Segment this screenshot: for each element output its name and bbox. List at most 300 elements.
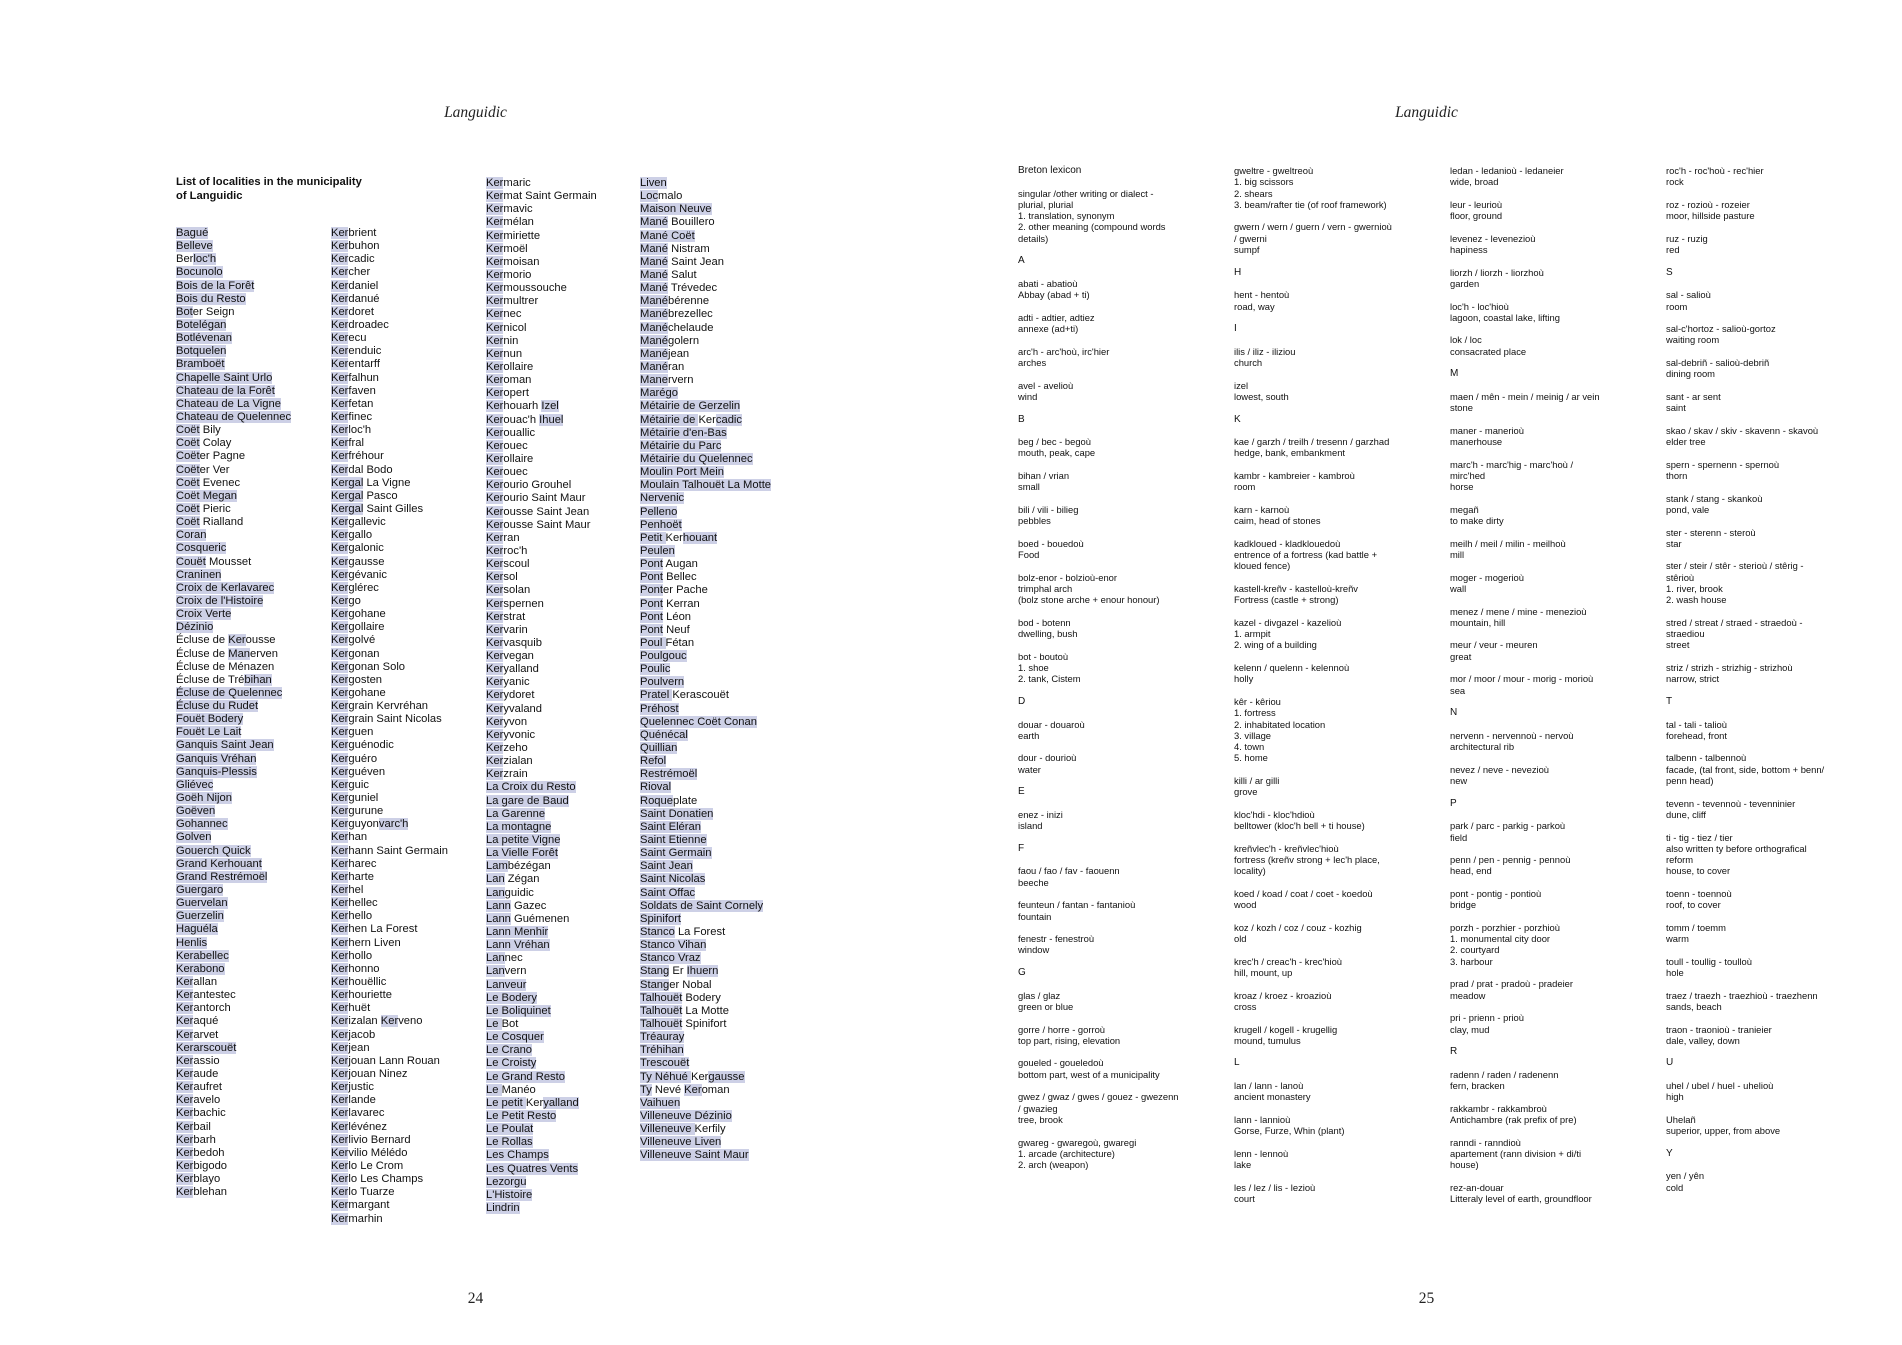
locality-name [331,1186,448,1199]
highlighted-root: Coët [176,424,200,437]
entry-line: court [1234,1193,1255,1205]
locality-name [331,385,448,398]
name-part: fetan [348,397,374,410]
locality-column-1 [176,227,291,1199]
locality-name [176,424,291,437]
entry-line: hedge, bank, embankment [1234,447,1346,459]
name-part: enduic [348,345,382,358]
section-letter: D [1018,695,1026,707]
locality-name [486,1149,597,1162]
name-part: finec [348,410,373,423]
locality-name [176,766,291,779]
locality-name [640,387,771,400]
name-part: Manéo [501,1083,536,1096]
name-part: ourio Saint Maur [503,492,586,505]
highlighted-root: Bocunolo [176,266,223,279]
entry-line: ti - tig - tiez / tier [1666,831,1733,843]
entry-line: details) [1018,232,1049,244]
locality-name [331,818,448,831]
highlighted-root: Ker [486,650,504,663]
locality-name [176,700,291,713]
entry-line: liorzh / liorzh - liorzhoù [1450,266,1544,278]
highlighted-root: Ker [486,663,504,676]
name-part: Augan [663,558,698,571]
highlighted-root: Ker [486,584,504,597]
name-part: yvaland [503,702,542,715]
locality-name [640,821,771,834]
highlighted-root: Ker [486,558,504,571]
locality-name [640,729,771,742]
locality-name [331,976,448,989]
entry-line: marc'h - marc'hig - marc'hoù / [1450,458,1574,470]
locality-name [331,1029,448,1042]
locality-name [640,1018,771,1031]
highlighted-root: Ker [331,1028,349,1041]
name-part: nicol [503,321,527,334]
entry-line: radenn / raden / radenenn [1450,1068,1559,1080]
entry-line: karn - karnoù [1234,503,1290,515]
name-part: Bouillero [668,216,715,229]
locality-name [486,216,597,229]
entry-line: beeche [1018,876,1049,888]
name-part: moussouche [503,282,567,295]
highlighted-root: Le Rollas [486,1136,533,1149]
highlighted-root: Kergal [331,476,364,489]
highlighted-root: Ker [331,253,349,266]
highlighted-root: La Vielle Forêt [486,847,558,860]
entry-line: boed - bouedoù [1018,537,1084,549]
lexicon-entry [1666,922,1866,945]
highlighted-root: Ker [331,752,349,765]
name-part: scoul [503,558,530,571]
right-page [951,0,1902,1345]
locality-name [486,716,597,729]
highlighted-root: Ker [331,529,349,542]
locality-name [640,663,771,676]
entry-line: lok / loc [1450,334,1482,346]
entry-line: traon - traonioù - tranieier [1666,1023,1772,1035]
highlighted-root: Lam [486,860,508,873]
entry-line: warm [1666,933,1689,945]
name-part: Écluse de Ménazen [176,660,275,673]
entry-line: 1. armpit [1234,628,1271,640]
entry-line: lagoon, coastal lake, lifting [1450,311,1560,323]
highlighted-root: Lezorgu [486,1175,527,1188]
entry-line: architectural rib [1450,741,1515,753]
locality-name [486,1176,597,1189]
locality-name [176,792,291,805]
locality-name [331,253,448,266]
locality-name [331,477,448,490]
name-part: yanic [503,676,530,689]
name-part: Saint Jean [668,255,724,268]
name-part: gohane [348,686,386,699]
entry-line: tal - tali - talioù [1666,718,1727,730]
lexicon-entry [1018,346,1218,369]
entry-line: wood [1234,899,1257,911]
highlighted-root: Ker [331,437,349,450]
locality-name [331,411,448,424]
name-part: guéven [348,765,386,778]
name-part: houëllic [348,976,387,989]
highlighted-root: Ker [331,897,349,910]
entry-line: apartement (rann division + di/ti [1450,1147,1582,1159]
name-part: golern [668,334,700,347]
highlighted-root: Le petit [486,1096,526,1109]
locality-name [640,992,771,1005]
locality-name [176,582,291,595]
highlighted-root: Ker [331,792,349,805]
locality-name [331,1160,448,1173]
highlighted-root: Ker [331,450,349,463]
lexicon-entry [1666,798,1866,821]
highlighted-root: Ker [331,949,349,962]
entry-line: hent - hentoù [1234,289,1290,301]
highlighted-root: Ker [176,989,194,1002]
highlighted-root: Ker [331,1015,349,1028]
name-part: honno [348,962,380,975]
entry-line: douar - douaroù [1018,718,1085,730]
highlighted-root: Mané [640,308,668,321]
highlighted-root: Ihuern [686,965,719,978]
entry-line: trimphal arch [1018,582,1073,594]
entry-line: koed / koad / coat / coet - koedoù [1234,888,1373,899]
locality-name [486,1136,597,1149]
highlighted-root: Ker [331,621,349,634]
locality-name [640,348,771,361]
highlighted-root: Coët Megan [176,489,237,502]
locality-name [331,293,448,306]
section-letter: R [1450,1046,1458,1058]
highlighted-root: Villeneuve [640,1123,695,1136]
name-part: Trévedec [668,282,718,295]
entry-line: stank / stang - skankoù [1666,492,1763,504]
highlighted-root: Saint Jean [640,860,693,873]
entry-line: roz - rozioù - rozeier [1666,198,1750,210]
locality-name [486,466,597,479]
name-part: ecu [348,332,367,345]
entry-line: pri - prienn - prioù [1450,1012,1524,1024]
locality-name [331,648,448,661]
entry-line: forehead, front [1666,729,1727,741]
name-part: La Vigne [363,476,411,489]
locality-name [331,937,448,950]
entry-line: rock [1666,176,1684,188]
name-part: guidic [504,886,534,899]
name-part: han [348,831,368,844]
highlighted-root: Ker [486,282,504,295]
entry-line: house) [1450,1159,1479,1171]
highlighted-root: Ker [331,936,349,949]
highlighted-root: Les Quatres Vents [486,1162,579,1175]
highlighted-root: Ker [486,492,504,505]
highlighted-root: Mane [640,374,668,387]
lexicon-entry [1450,233,1650,256]
name-part: galonic [348,542,384,555]
highlighted-root: Ker [486,426,504,439]
locality-name [331,424,448,437]
section-letter: B [1018,413,1025,425]
lexicon-entry [1450,1012,1650,1035]
highlighted-root: Coran [176,529,207,542]
locality-name [176,648,291,661]
name-part: moisan [503,255,540,268]
highlighted-root: Coët [176,463,200,476]
highlighted-root: Ker [486,466,504,479]
entry-line: les / lez / lis - lezioù [1234,1181,1316,1193]
highlighted-root: Ker [331,463,349,476]
entry-line: penn / pen - pennig - pennoù [1450,854,1571,866]
highlighted-root: Ker [486,216,504,229]
locality-name [331,753,448,766]
locality-name [486,532,597,545]
highlighted-root: Lann [486,912,511,925]
section-letter: M [1450,368,1459,380]
name-part: bérenne [668,295,710,308]
lexicon-entry [1450,820,1650,843]
entry-line: toenn - toennoù [1666,888,1732,899]
locality-name [331,556,448,569]
lexicon-entry [1666,956,1866,979]
highlighted-root: Chateau de La Vigne [176,397,281,410]
entry-line: nervenn - nervennoù - nervoù [1450,729,1574,741]
lexicon-entry [1018,538,1218,561]
entry-line: Gorse, Furze, Whin (plant) [1234,1125,1345,1137]
entry-line: maner - manerioù [1450,424,1524,436]
lexicon-entry [1018,278,1218,301]
locality-name [486,361,597,374]
locality-name [331,398,448,411]
locality-name [486,1110,597,1123]
name-part: blayo [193,1173,221,1186]
name-part: oman [701,1083,730,1096]
highlighted-root: Ker [486,452,504,465]
name-part: guen [348,726,374,739]
locality-name [640,558,771,571]
name-part: moël [503,242,528,255]
entry-line: ruz - ruzig [1666,232,1708,244]
section-letter: Y [1666,1147,1673,1159]
locality-name [486,1018,597,1031]
highlighted-root: Ker [486,610,504,623]
entry-line: 2. wing of a building [1234,639,1317,651]
locality-name [331,1015,448,1028]
lexicon-column-1 [1018,165,1218,1182]
locality-name [176,358,291,371]
entry-line: rakkambr - rakkambroù [1450,1102,1547,1114]
locality-name [640,781,771,794]
entry-line: kazel - divgazel - kazelioù [1234,616,1342,628]
highlighted-root: Bois de la Forêt [176,279,255,292]
lexicon-entry [1666,752,1866,786]
locality-name [640,203,771,216]
lexicon-title: Breton lexicon [1018,165,1082,176]
entry-line: gwez / gwaz / gwes / gouez - gwezenn [1018,1091,1179,1103]
lexicon-entry [1018,651,1218,685]
locality-name [640,519,771,532]
lexicon-entry [1666,1170,1866,1193]
locality-name [176,661,291,674]
entry-line: stone [1450,402,1473,414]
locality-name [176,884,291,897]
locality-name [176,1134,291,1147]
locality-name [176,385,291,398]
locality-name [176,674,291,687]
lexicon-entry [1018,933,1218,956]
highlighted-root: Ker [331,608,349,621]
entry-line: sal - salioù [1666,289,1711,301]
highlighted-root: Ker [331,700,349,713]
locality-name [486,282,597,295]
name-part: Bodery [682,991,721,1004]
section-letter: S [1666,266,1673,278]
highlighted-root: Coët [176,437,200,450]
locality-name [486,1084,597,1097]
entry-line: Food [1018,549,1040,561]
name-part: yvonic [503,728,536,741]
name-part: ouec [503,439,528,452]
entry-line: hole [1666,967,1684,979]
entry-line: straediou [1666,628,1705,640]
highlighted-root: Ker [331,818,349,831]
entry-line: 5. home [1234,752,1268,764]
entry-line: menez / mene / mine - menezioù [1450,605,1587,617]
name-part: gonan [348,647,380,660]
entry-line: head, end [1450,865,1492,877]
entry-line: great [1450,650,1472,662]
locality-name [176,319,291,332]
entry-line: locality) [1234,865,1266,877]
name-part: golvé [348,634,376,647]
locality-name [331,1068,448,1081]
name-part: Ker [691,1070,709,1083]
highlighted-root: Ker [331,844,349,857]
locality-name [176,805,291,818]
entry-line: glas / glaz [1018,989,1061,1001]
locality-name [486,992,597,1005]
highlighted-root: Petit [640,531,666,544]
name-part: zialan [503,755,533,768]
locality-name [640,230,771,243]
locality-name [640,847,771,860]
highlighted-root: Ker [331,305,349,318]
lexicon-entry [1234,775,1434,798]
page-number: 24 [467,1290,484,1307]
entry-line: saint [1666,402,1686,414]
highlighted-root: Fouët Le Lait [176,726,242,739]
name-part: entarff [348,358,380,371]
highlighted-root: Le Grand Resto [486,1070,565,1083]
highlighted-root: Goëven [176,805,216,818]
highlighted-root: Soldats de Saint Cornely [640,899,764,912]
highlighted-root: Stang [640,965,670,978]
name-part: hann Saint Germain [348,844,448,857]
highlighted-root: Ker [331,516,349,529]
entry-line: spern - spernenn - spernoù [1666,458,1780,470]
name-part: faven [348,384,376,397]
name-part: mavic [503,203,533,216]
highlighted-root: Pont [640,610,664,623]
locality-name [331,713,448,726]
highlighted-root: Ker [331,1081,349,1094]
entry-line: 1. shoe [1018,662,1049,674]
highlighted-root: Saint Donatien [640,807,714,820]
name-part: ousse [245,634,276,647]
lexicon-entry [1018,1137,1218,1171]
lexicon-entry [1666,425,1866,448]
entry-line: green or blue [1018,1000,1074,1012]
name-part: oman [503,374,532,387]
lexicon-entry [1666,1080,1866,1103]
locality-name [331,1002,448,1015]
entry-line: kadkloued - kladklouedoù [1234,537,1341,549]
highlighted-root: Ker [486,308,504,321]
highlighted-root: Ker [486,571,504,584]
locality-name [176,227,291,240]
highlighted-root: Pont [640,584,664,597]
name-part: livio Bernard [348,1133,411,1146]
locality-name [331,1199,448,1212]
name-part: avelo [193,1094,221,1107]
name-part: grain Kervréhan [348,700,429,713]
locality-name [486,847,597,860]
name-part: guéro [348,752,378,765]
highlighted-root: Quénécal [640,728,688,741]
entry-line: (bolz stone arche + enour honour) [1018,594,1160,606]
entry-line: fenestr - fenestroù [1018,933,1095,945]
highlighted-root: Ker [331,713,349,726]
locality-name [640,532,771,545]
locality-name [331,726,448,739]
entry-line: 2. wash house [1666,594,1727,606]
locality-column-3 [486,177,597,1215]
lexicon-entry [1018,1024,1218,1047]
locality-name [640,1005,771,1018]
locality-name [486,1044,597,1057]
locality-name [486,1123,597,1136]
locality-name [486,781,597,794]
locality-name [486,545,597,558]
name-part: Evenec [199,476,241,489]
locality-name [176,937,291,950]
name-part: bézégan [507,860,551,873]
locality-name [486,598,597,611]
locality-name [486,506,597,519]
name-part: glérec [348,581,379,594]
highlighted-root: Rioval [640,781,672,794]
lexicon-column-4 [1666,165,1866,1204]
locality-name [486,1005,597,1018]
name-part: gollaire [348,621,385,634]
entry-line: killi / ar gilli [1234,775,1280,787]
highlighted-root: Ker [176,1054,194,1067]
locality-name [486,834,597,847]
running-title: Languidic [1395,104,1458,121]
locality-name [486,1202,597,1215]
entry-line: 2. arch (weapon) [1018,1159,1089,1171]
name-part: margant [348,1199,390,1212]
locality-name [331,779,448,792]
entry-line: 1. translation, synonym [1018,210,1115,222]
lexicon-entry [1234,221,1434,255]
highlighted-root: Poul [640,636,666,649]
name-part: Bot [501,1018,519,1030]
highlighted-root: Golven [176,831,212,844]
highlighted-root: Ker [486,190,504,203]
locality-name [331,542,448,555]
locality-name [176,1042,291,1055]
lexicon-entry [1666,719,1866,742]
